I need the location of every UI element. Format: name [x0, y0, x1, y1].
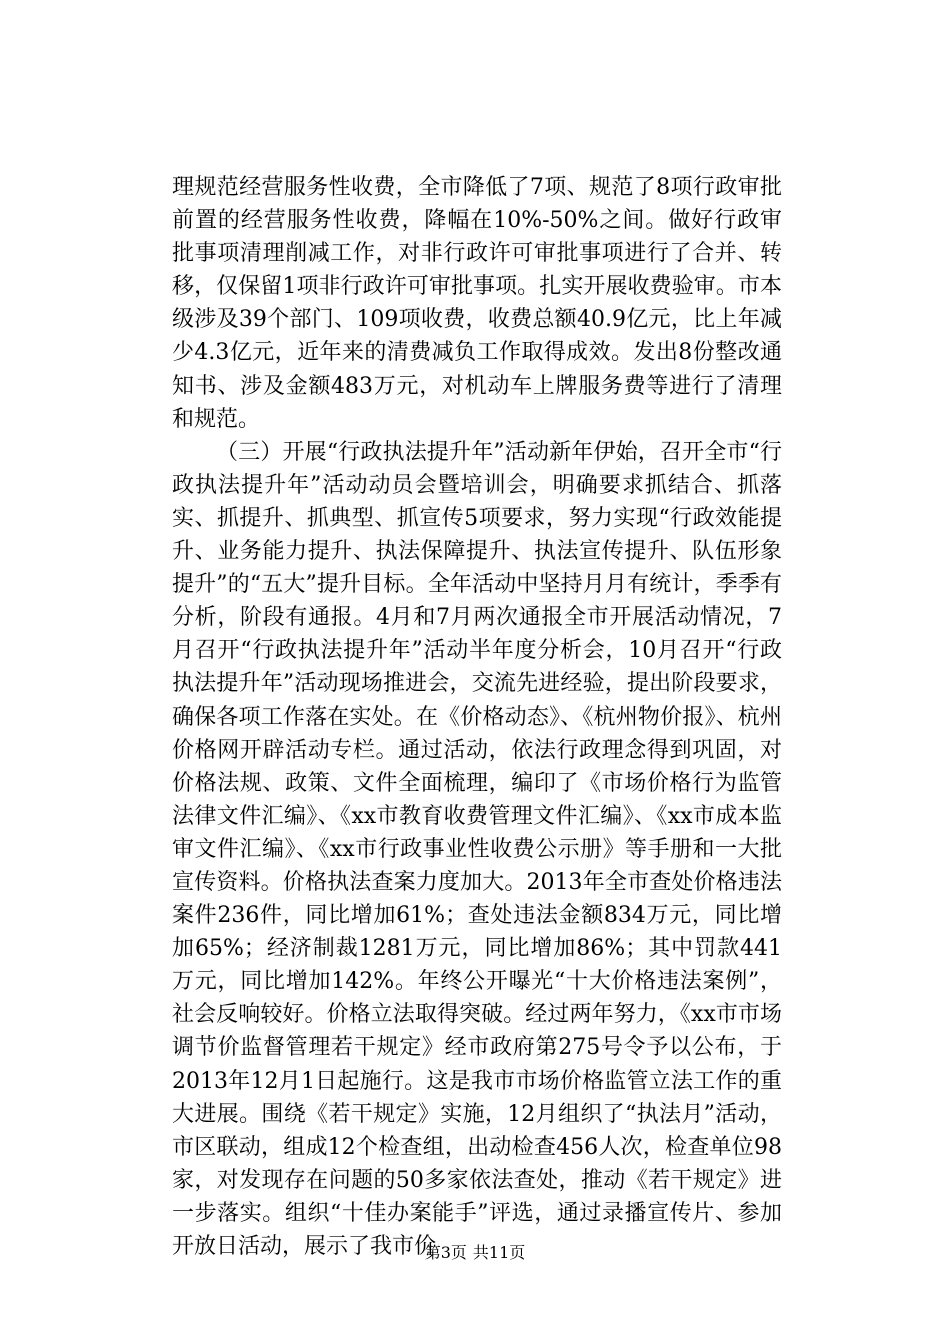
- page-total: 共11页: [472, 1243, 526, 1262]
- page-number: 第3页: [424, 1243, 467, 1262]
- paragraph-continuation: 理规范经营服务性收费，全市降低了7项、规范了8项行政审批前置的经营服务性收费，降幅在10%-50%之间。做好行政审批事项清理削减工作，对非行政许可审批事项进行了合并、转移，仅保留1项非行政许可审批事项。扎实开展收费验审。市本级涉及39个部门、109项收费，收费总额40.9亿元，比上年减少4.3亿元，近年来的清费减负工作取得成效。发出8份整改通知书、涉及金额483万元，对机动车上牌服务费等进行了清理和规范。: [172, 175, 782, 432]
- page-footer: [0, 1243, 950, 1263]
- document-body: [172, 171, 782, 1263]
- paragraph-section-three: （三）开展“行政执法提升年”活动新年伊始，召开全市“行政执法提升年”活动动员会暨培训会，明确要求抓结合、抓落实、抓提升、抓典型、抓宣传5项要求，努力实现“行政效能提升、业务能力提升、执法保障提升、执法宣传提升、队伍形象提升”的“五大”提升目标。全年活动中坚持月月有统计，季季有分析，阶段有通报。4月和7月两次通报全市开展活动情况，7月召开“行政执法提升年”活动半年度分析会，10月召开“行政执法提升年”活动现场推进会，交流先进经验，提出阶段要求，确保各项工作落在实处。在《价格动态》、《杭州物价报》、杭州价格网开辟活动专栏。通过活动，依法行政理念得到巩固，对价格法规、政策、文件全面梳理，编印了《市场价格行为监管法律文件汇编》、《xx市教育收费管理文件汇编》、《xx市成本监审文件汇编》、《xx市行政事业性收费公示册》等手册和一大批宣传资料。价格执法查案力度加大。2013年全市查处价格违法案件236件，同比增加61%；查处违法金额834万元，同比增加65%；经济制裁1281万元，同比增加86%；其中罚款441万元，同比增加142%。年终公开曝光“十大价格违法案例”，社会反响较好。价格立法取得突破。经过两年努力，《xx市市场调节价监督管理若干规定》经市政府第275号令予以公布，于2013年12月1日起施行。这是我市市场价格监管立法工作的重大进展。围绕《若干规定》实施，12月组织了“执法月”活动，市区联动，组成12个检查组，出动检查456人次，检查单位98家，对发现存在问题的50多家依法查处，推动《若干规定》进一步落实。组织“十佳办案能手”评选，通过录播宣传片、参加开放日活动，展示了我市价: [172, 439, 782, 1259]
